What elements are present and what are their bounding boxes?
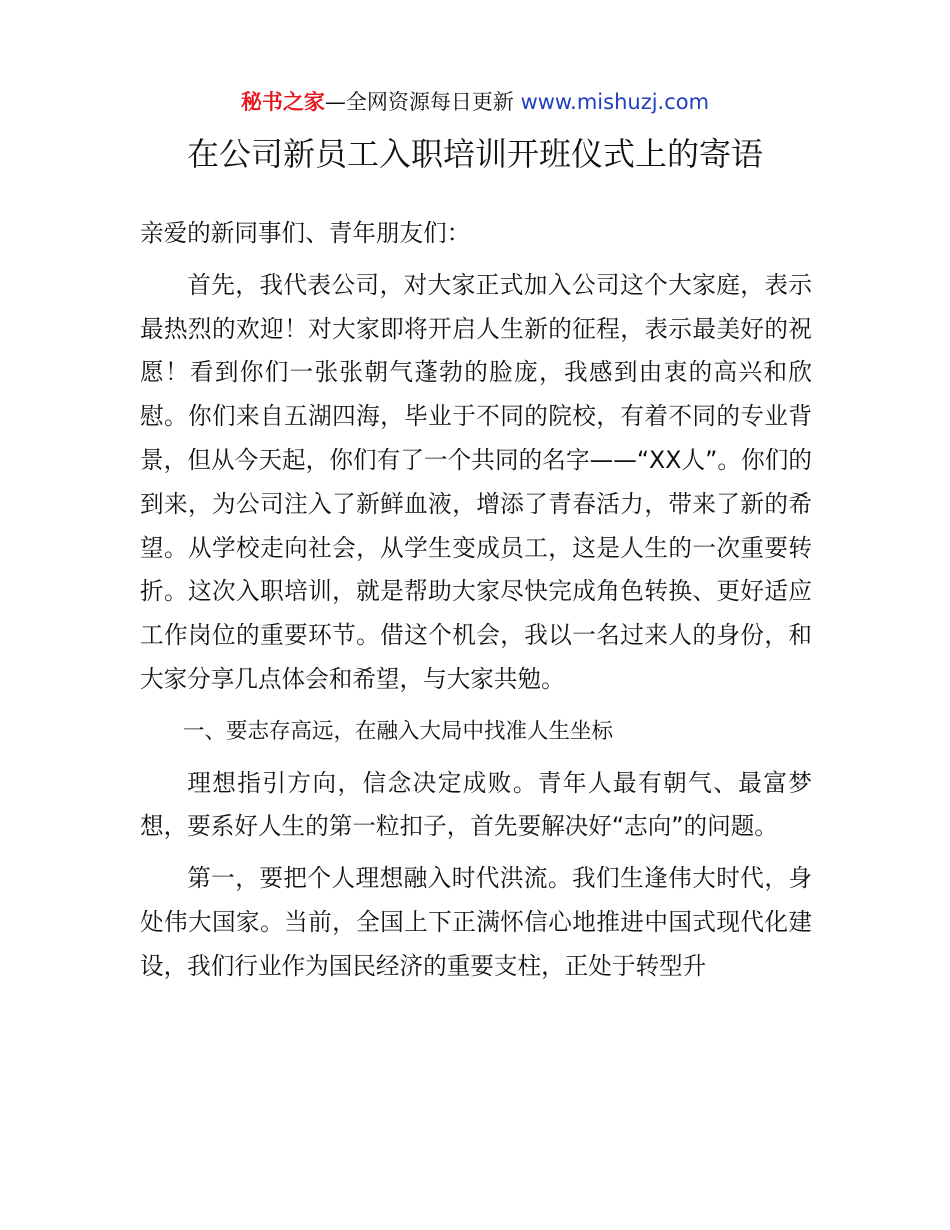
site-url-link[interactable]: www.mishuzj.com bbox=[520, 90, 710, 114]
section-1-paragraph: 第一，要把个人理想融入时代洪流。我们生逢伟大时代，身处伟大国家。当前，全国上下正满怀信心地推进中国式现代化建设，我们行业作为国民经济的重要支柱，正处于转型升 bbox=[140, 864, 812, 980]
intro-paragraph: 首先，我代表公司，对大家正式加入公司这个大家庭，表示最热烈的欢迎！对大家即将开启人生新的征程，表示最美好的祝愿！看到你们一张张朝气蓬勃的脸庞，我感到由衷的高兴和欣慰。你们来自五湖四海，毕业于不同的院校，有着不同的专业背景，但从今天起，你们有了一个共同的名字——“XX人”。你们的到来，为公司注入了新鲜血液，增添了青春活力，带来了新的希望。从学校走向社会，从学生变成员工，这是人生的一次重要转折。这次入职培训，就是帮助大家尽快完成角色转换、更好适应工作岗位的重要环节。借这个机会，我以一名过来人的身份，和大家分享几点体会和希望，与大家共勉。 bbox=[140, 270, 812, 693]
document-title: 在公司新员工入职培训开班仪式上的寄语 bbox=[186, 135, 763, 173]
section-1-paragraph: 理想指引方向，信念决定成败。青年人最有朝气、最富梦想，要系好人生的第一粒扣子，首先要解决好“志向”的问题。 bbox=[140, 768, 812, 841]
site-header bbox=[0, 86, 950, 118]
section-heading-1: 一、要志存高远，在融入大局中找准人生坐标 bbox=[183, 718, 614, 744]
brand-name: 秘书之家 bbox=[240, 90, 325, 114]
salutation: 亲爱的新同事们、青年朋友们： bbox=[140, 219, 471, 247]
header-tagline: —全网资源每日更新 bbox=[324, 90, 521, 114]
document-body bbox=[140, 212, 812, 997]
